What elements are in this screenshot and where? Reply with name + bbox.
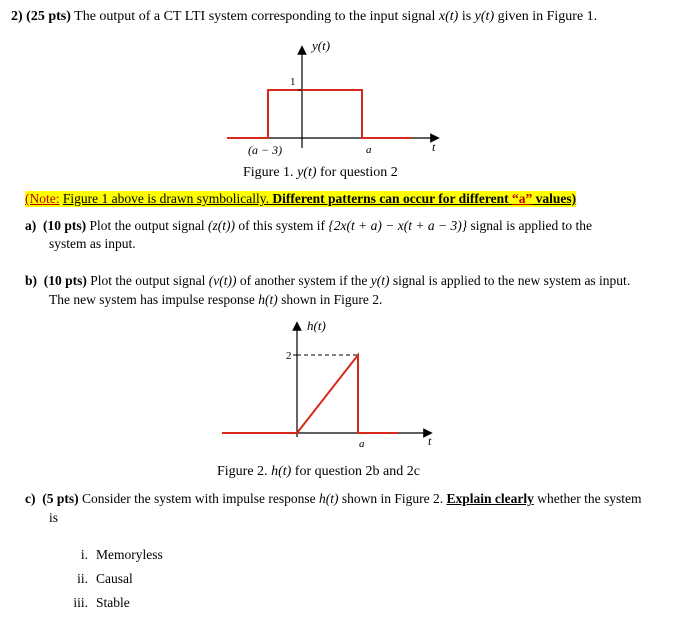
qc-explain: Explain clearly <box>446 491 534 506</box>
note-banner <box>25 191 576 207</box>
question-c: c) (5 pts) Consider the system with impulse response h(t) shown in Figure 2. Explain clearly whether the system <box>25 491 642 506</box>
figure-1-x-label: t <box>432 140 436 154</box>
qc-ht: h(t) <box>318 491 339 506</box>
question-a-line-2: system as input. <box>49 236 136 251</box>
figure-1-y-label: y(t) <box>312 38 331 53</box>
list-item <box>56 571 133 587</box>
qa-label: a) <box>25 218 37 233</box>
list-item <box>56 547 163 563</box>
question-number: 2) <box>11 9 23 24</box>
question-text-2: is <box>458 9 475 24</box>
qa-points: (10 pts) <box>43 218 87 233</box>
question-2-header <box>11 9 597 25</box>
figure-2-x-tick-right: a <box>359 438 365 450</box>
qb-yt: y(t) <box>370 273 390 288</box>
question-b: b) (10 pts) Plot the output signal (v(t)) of another system if the y(t) signal is applied to the new system as input. <box>25 273 631 288</box>
figure-2-x-label: t <box>428 434 432 448</box>
list-item-number: iii. <box>73 595 88 610</box>
note-text-2: Different patterns can occur for different <box>268 191 513 206</box>
qc-label: c) <box>25 491 36 506</box>
question-text-1: The output of a CT LTI system corresponding to the input signal <box>70 9 439 24</box>
list-item-text: Causal <box>96 571 133 586</box>
qb-label: b) <box>25 273 38 288</box>
question-a: a) (10 pts) Plot the output signal (z(t)) of this system if {2x(t + a) − x(t + a − 3)} signal is applied to the <box>25 218 592 233</box>
question-b-line-2: The new system has impulse response h(t) shown in Figure 2. <box>49 292 383 307</box>
figure-1-x-tick-left: (a − 3) <box>248 143 283 157</box>
list-item-text: Memoryless <box>96 547 163 562</box>
qa-zt: (z(t)) <box>208 218 236 233</box>
question-points: (25 pts) <box>26 9 71 24</box>
qb-vt: (v(t)) <box>208 273 237 288</box>
figure-1-x-tick-right: a <box>366 144 372 156</box>
figure-2-y-label: h(t) <box>307 318 326 333</box>
figure-1-caption: Figure 1. y(t) for question 2 <box>243 165 398 180</box>
figure-1-y-tick-label: 1 <box>290 76 296 88</box>
figure-2-y-tick-label: 2 <box>286 350 292 362</box>
note-text-3: values) <box>532 191 577 206</box>
question-text-3: given in Figure 1. <box>494 9 598 24</box>
output-signal-symbol: y(t) <box>474 9 495 24</box>
note-text-1: Figure 1 above is drawn symbolically. <box>62 191 269 206</box>
qb-points: (10 pts) <box>43 273 87 288</box>
list-item-number: i. <box>80 547 88 562</box>
list-item <box>56 595 130 611</box>
input-signal-symbol: x(t) <box>438 9 459 24</box>
figure-1-signal <box>227 90 412 138</box>
list-item-text: Stable <box>96 595 130 610</box>
note-label: (Note: <box>25 191 60 206</box>
question-c-line-2: is <box>49 510 59 525</box>
qc-points: (5 pts) <box>42 491 79 506</box>
figure-2-signal <box>222 355 398 433</box>
list-item-number: ii. <box>77 571 88 586</box>
note-quoted: “a” <box>512 191 533 206</box>
qa-expression: {2x(t + a) − x(t + a − 3)} <box>328 218 468 233</box>
figure-2-plot <box>0 312 676 452</box>
figure-2-caption: Figure 2. h(t) for question 2b and 2c <box>217 464 420 479</box>
